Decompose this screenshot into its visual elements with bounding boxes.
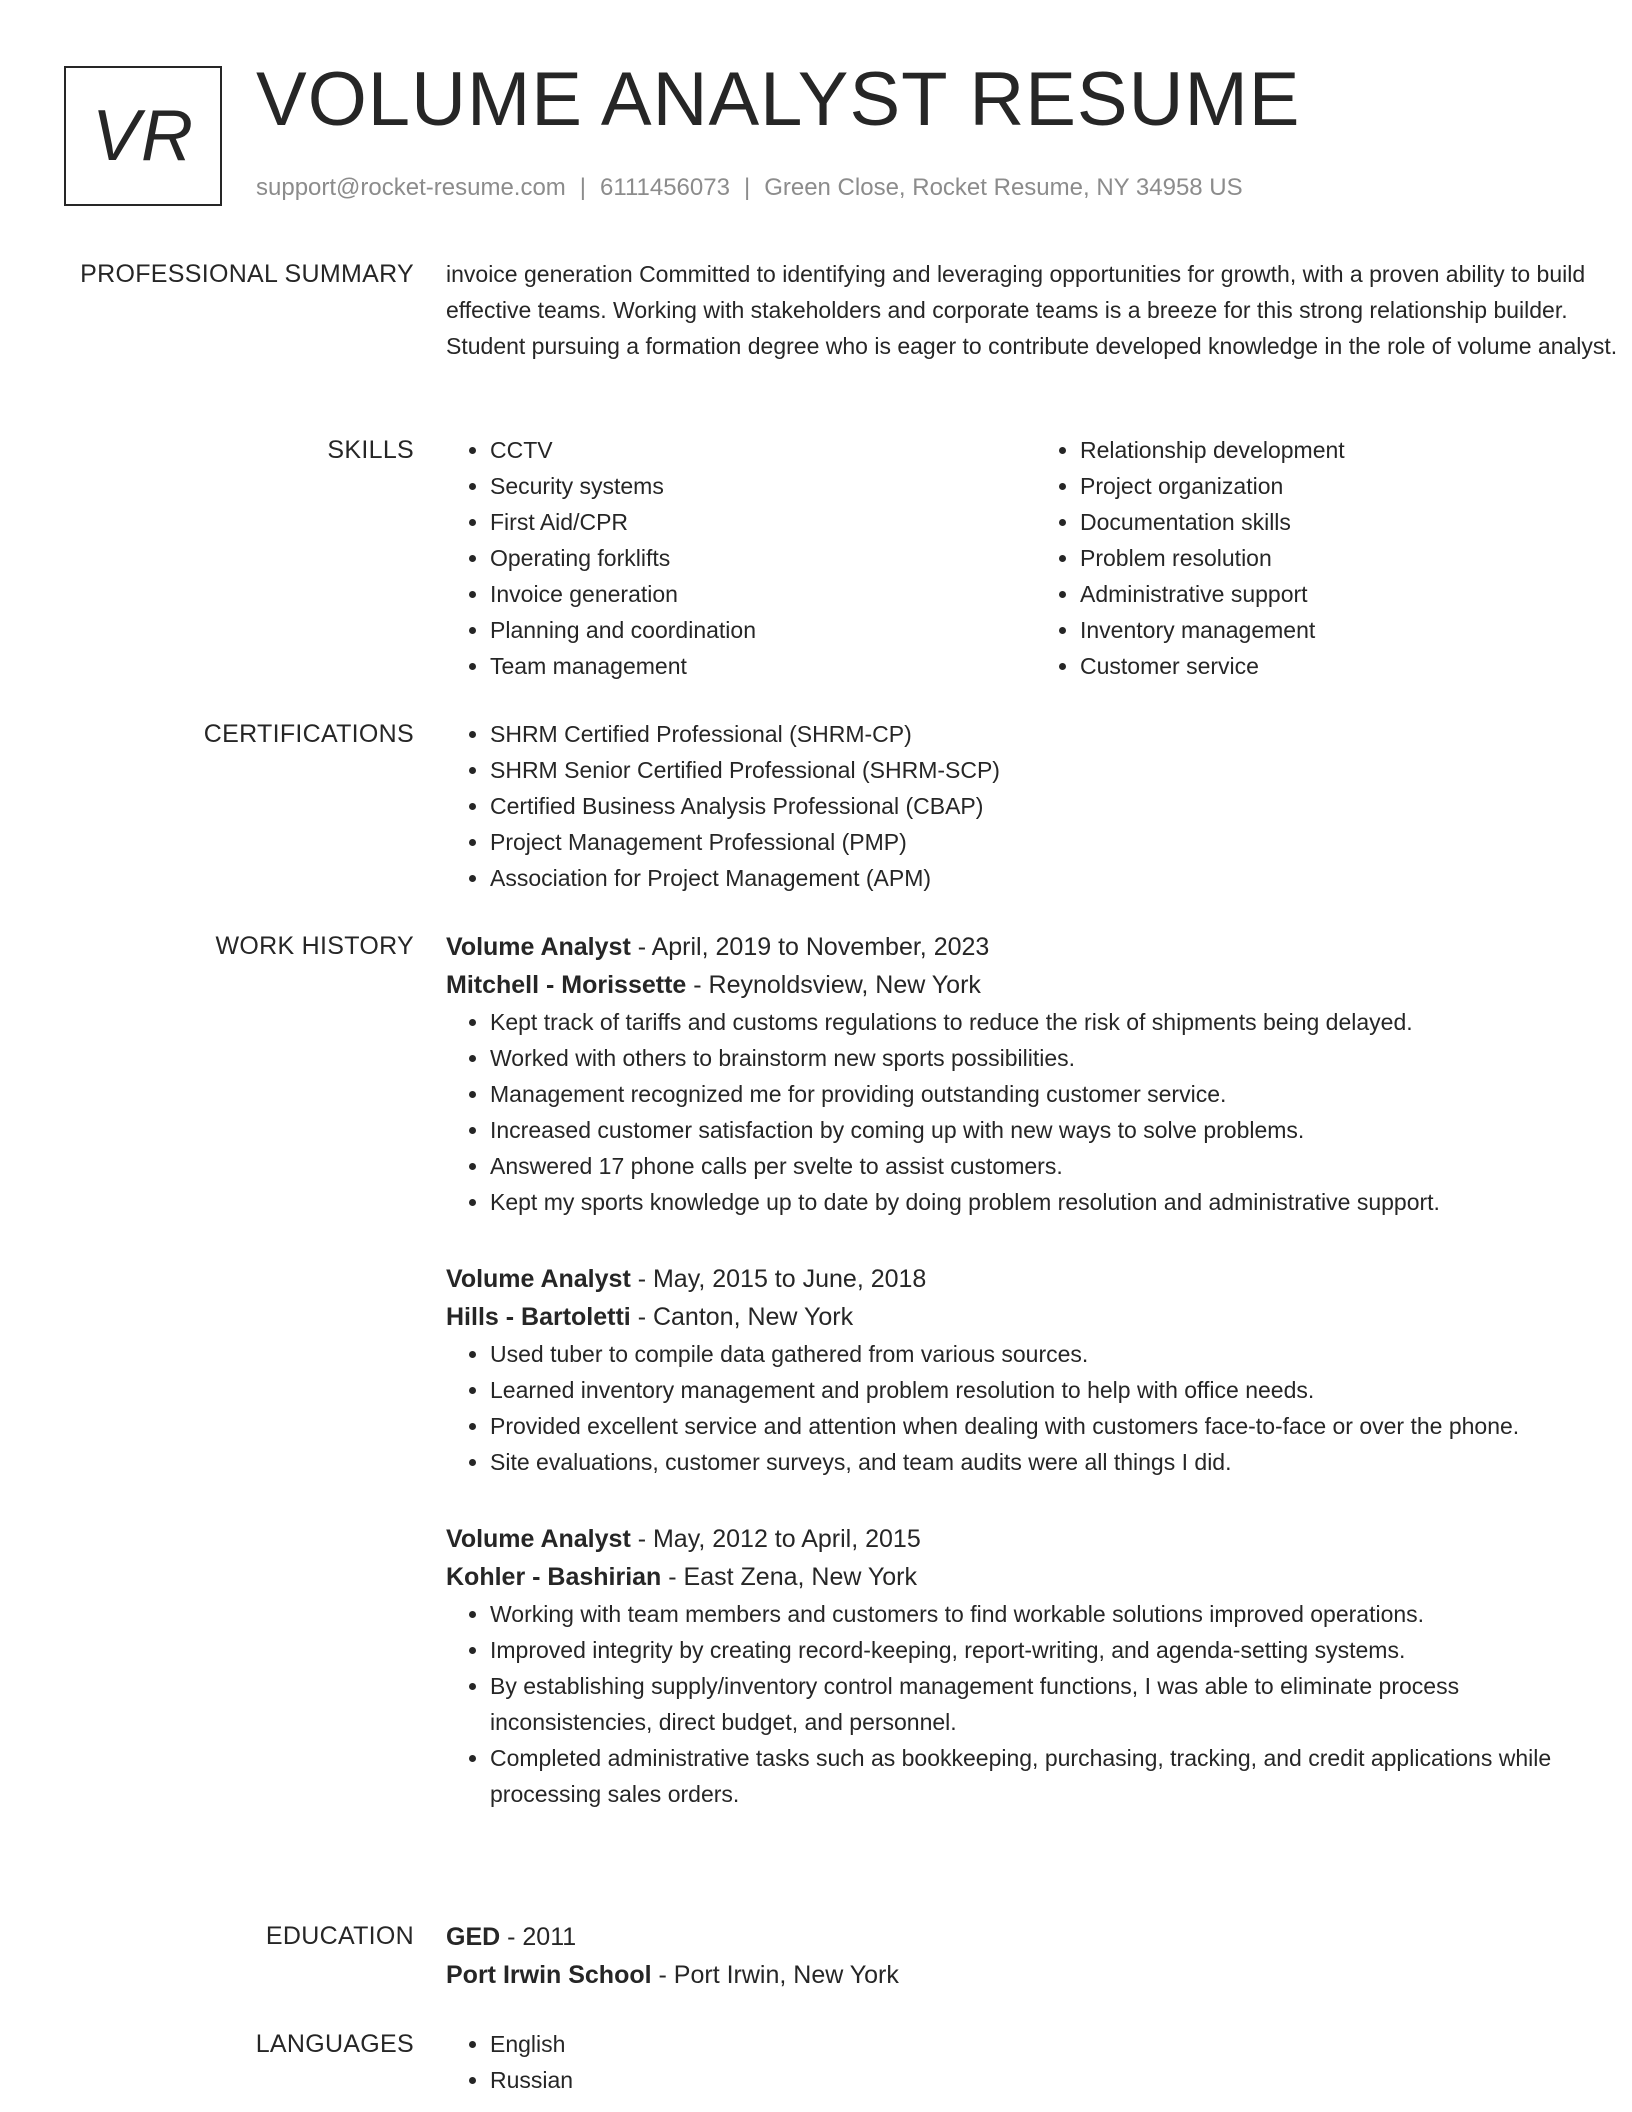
contact-address: Green Close, Rocket Resume, NY 34958 US <box>764 174 1243 201</box>
list-item: • Certified Business Analysis Professional (CBAP) <box>490 788 1626 824</box>
job-bullets <box>446 1004 1626 1220</box>
job-title: Volume Analyst <box>446 933 631 961</box>
skills-list <box>446 432 1626 684</box>
languages-section <box>64 2026 1568 2106</box>
job-company: Kohler - Bashirian <box>446 1563 662 1591</box>
list-item: • SHRM Certified Professional (SHRM-CP) <box>490 716 1626 752</box>
contact-email[interactable]: support@rocket-resume.com <box>256 174 566 201</box>
list-item: • Completed administrative tasks such as bookkeeping, purchasing, tracking, and credit applications while processing sales orders. <box>490 1740 1626 1812</box>
certifications-section <box>64 716 1568 906</box>
job-title: Volume Analyst <box>446 1265 631 1293</box>
list-item: • Management recognized me for providing outstanding customer service. <box>490 1076 1626 1112</box>
list-item: • Customer service <box>1080 648 1626 684</box>
list-item: • English <box>490 2026 1626 2062</box>
list-item: • Security systems <box>490 468 1036 504</box>
certifications-body <box>446 716 1626 896</box>
education-body <box>446 1918 1626 1994</box>
list-item: • Team management <box>490 648 1036 684</box>
list-item: • Kept my sports knowledge up to date by doing problem resolution and administrative support. <box>490 1184 1626 1220</box>
education-location: - Port Irwin, New York <box>651 1961 899 1989</box>
contact-line <box>256 174 1243 202</box>
skills-column-right <box>1036 432 1626 684</box>
job-company: Mitchell - Morissette <box>446 971 687 999</box>
education-school-line <box>446 1956 1626 1994</box>
job-bullets <box>446 1596 1626 1812</box>
job-title-line <box>446 1260 1626 1298</box>
list-item: • Planning and coordination <box>490 612 1036 648</box>
list-item: • Improved integrity by creating record-keeping, report-writing, and agenda-setting systems. <box>490 1632 1626 1668</box>
section-heading: LANGUAGES <box>255 2030 414 2058</box>
section-heading: CERTIFICATIONS <box>203 720 414 748</box>
list-item: • Answered 17 phone calls per svelte to assist customers. <box>490 1148 1626 1184</box>
languages-list <box>446 2026 1626 2098</box>
monogram-text: VR <box>91 96 195 176</box>
list-item: • Learned inventory management and problem resolution to help with office needs. <box>490 1372 1626 1408</box>
job-company: Hills - Bartoletti <box>446 1303 631 1331</box>
contact-separator: | <box>743 174 751 201</box>
list-item: • Working with team members and customers to find workable solutions improved operations. <box>490 1596 1626 1632</box>
list-item: • Documentation skills <box>1080 504 1626 540</box>
education-section <box>64 1918 1568 1998</box>
list-item: • First Aid/CPR <box>490 504 1036 540</box>
list-item: • Provided excellent service and attention when dealing with customers face-to-face or over the phone. <box>490 1408 1626 1444</box>
monogram-logo <box>64 66 222 206</box>
job-dates: - May, 2012 to April, 2015 <box>630 1525 921 1553</box>
education-year: - 2011 <box>500 1923 577 1951</box>
list-item: • Administrative support <box>1080 576 1626 612</box>
job-location: - Reynoldsview, New York <box>686 971 981 999</box>
job-title-line <box>446 928 1626 966</box>
list-item: • Inventory management <box>1080 612 1626 648</box>
list-item: • Site evaluations, customer surveys, and team audits were all things I did. <box>490 1444 1626 1480</box>
job-dates: - April, 2019 to November, 2023 <box>630 933 990 961</box>
list-item: • Russian <box>490 2062 1626 2098</box>
certifications-list <box>446 716 1626 896</box>
list-item: • Project organization <box>1080 468 1626 504</box>
list-item: • By establishing supply/inventory control management functions, I was able to eliminate process inconsistencies, direct budget, and personnel. <box>490 1668 1626 1740</box>
education-degree-line <box>446 1918 1626 1956</box>
list-item: • Operating forklifts <box>490 540 1036 576</box>
list-item: • Invoice generation <box>490 576 1036 612</box>
section-heading: WORK HISTORY <box>215 932 414 960</box>
job-title: Volume Analyst <box>446 1525 631 1553</box>
contact-phone[interactable]: 6111456073 <box>600 174 730 201</box>
section-heading: PROFESSIONAL SUMMARY <box>80 260 414 288</box>
job-location: - Canton, New York <box>630 1303 854 1331</box>
work-history-body <box>446 928 1626 1852</box>
skills-section <box>64 432 1568 692</box>
work-history-section <box>64 928 1568 1888</box>
list-item: • Association for Project Management (APM) <box>490 860 1626 896</box>
job-entry <box>446 928 1626 1220</box>
job-company-line <box>446 1558 1626 1596</box>
job-company-line <box>446 966 1626 1004</box>
list-item: • Increased customer satisfaction by coming up with new ways to solve problems. <box>490 1112 1626 1148</box>
list-item: • SHRM Senior Certified Professional (SHRM-SCP) <box>490 752 1626 788</box>
list-item: • Kept track of tariffs and customs regulations to reduce the risk of shipments being delayed. <box>490 1004 1626 1040</box>
job-dates: - May, 2015 to June, 2018 <box>630 1265 927 1293</box>
job-entry <box>446 1520 1626 1812</box>
job-company-line <box>446 1298 1626 1336</box>
languages-body <box>446 2026 1626 2098</box>
summary-text: invoice generation Committed to identifying and leveraging opportunities for growth, with a proven ability to build effective teams. Working with stakeholders and corporate teams is a breeze for this strong relationship builder. Student pursuing a formation degree who is eager to contribute developed knowledge in the role of volume analyst. <box>446 261 1618 359</box>
job-entry <box>446 1260 1626 1480</box>
job-bullets <box>446 1336 1626 1480</box>
list-item: • Project Management Professional (PMP) <box>490 824 1626 860</box>
contact-separator: | <box>579 174 587 201</box>
skills-column-left <box>446 432 1036 684</box>
summary-section <box>64 256 1618 406</box>
education-degree: GED <box>446 1923 501 1951</box>
section-heading: EDUCATION <box>265 1922 414 1950</box>
section-heading: SKILLS <box>327 436 414 464</box>
education-school: Port Irwin School <box>446 1961 652 1989</box>
list-item: • Problem resolution <box>1080 540 1626 576</box>
list-item: • Used tuber to compile data gathered from various sources. <box>490 1336 1626 1372</box>
page-title: VOLUME ANALYST RESUME <box>256 57 1301 142</box>
job-location: - East Zena, New York <box>661 1563 918 1591</box>
job-title-line <box>446 1520 1626 1558</box>
list-item: • Relationship development <box>1080 432 1626 468</box>
list-item: • Worked with others to brainstorm new sports possibilities. <box>490 1040 1626 1076</box>
list-item: • CCTV <box>490 432 1036 468</box>
